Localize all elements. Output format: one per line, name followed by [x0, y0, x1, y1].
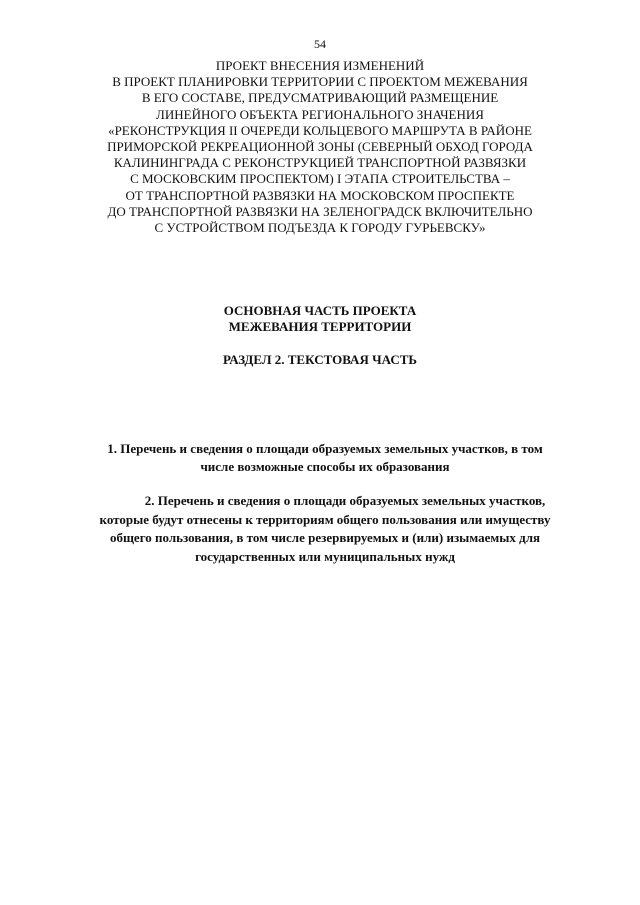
list-item-line: которые будут отнесены к территориям общего пользования или имуществу — [99, 511, 551, 527]
title-line: ПРИМОРСКОЙ РЕКРЕАЦИОННОЙ ЗОНЫ (СЕВЕРНЫЙ ОБХОД ГОРОДА — [107, 139, 533, 155]
title-line: В ЕГО СОСТАВЕ, ПРЕДУСМАТРИВАЮЩИЙ РАЗМЕЩЕНИЕ — [141, 90, 499, 106]
title-line: ДО ТРАНСПОРТНОЙ РАЗВЯЗКИ НА ЗЕЛЕНОГРАДСК ВКЛЮЧИТЕЛЬНО — [107, 203, 533, 219]
list-item-line: числе возможные способы их образования — [200, 459, 450, 474]
list-item-line: 2. Перечень и сведения о площади образуемых земельных участков, — [144, 493, 546, 508]
title-line: КАЛИНИНГРАДА С РЕКОНСТРУКЦИЕЙ ТРАНСПОРТНОЙ РАЗВЯЗКИ — [113, 155, 527, 171]
list-item-line: государственных или муниципальных нужд — [195, 548, 455, 564]
title-line: С УСТРОЙСТВОМ ПОДЪЕЗДА К ГОРОДУ ГУРЬЕВСКУ» — [154, 220, 486, 236]
title-line: «РЕКОНСТРУКЦИЯ II ОЧЕРЕДИ КОЛЬЦЕВОГО МАРШРУТА В РАЙОНЕ — [108, 122, 532, 138]
title-line: ЛИНЕЙНОГО ОБЪЕКТА РЕГИОНАЛЬНОГО ЗНАЧЕНИЯ — [156, 106, 484, 122]
list-item — [85, 492, 565, 566]
title-line: ПРОЕКТ ВНЕСЕНИЯ ИЗМЕНЕНИЙ — [215, 58, 425, 73]
title-line: В ПРОЕКТ ПЛАНИРОВКИ ТЕРРИТОРИИ С ПРОЕКТОМ МЕЖЕВАНИЯ — [112, 74, 528, 90]
section-heading-line: МЕЖЕВАНИЯ ТЕРРИТОРИИ — [228, 319, 412, 334]
document-title — [60, 58, 580, 236]
list-item — [85, 440, 565, 476]
list-item-line: общего пользования, в том числе резервируемых и (или) изымаемых для — [109, 530, 541, 546]
page-number: 54 — [314, 37, 326, 51]
section-subheading: РАЗДЕЛ 2. ТЕКСТОВАЯ ЧАСТЬ — [222, 352, 418, 367]
title-line: ОТ ТРАНСПОРТНОЙ РАЗВЯЗКИ НА МОСКОВСКОМ ПРОСПЕКТЕ — [125, 187, 515, 203]
section-heading — [60, 303, 580, 335]
title-line: С МОСКОВСКИМ ПРОСПЕКТОМ) I ЭТАПА СТРОИТЕЛЬСТВА – — [130, 171, 510, 187]
list-item-line: 1. Перечень и сведения о площади образуемых земельных участков, в том — [107, 441, 543, 456]
section-heading-line: ОСНОВНАЯ ЧАСТЬ ПРОЕКТА — [223, 303, 417, 318]
